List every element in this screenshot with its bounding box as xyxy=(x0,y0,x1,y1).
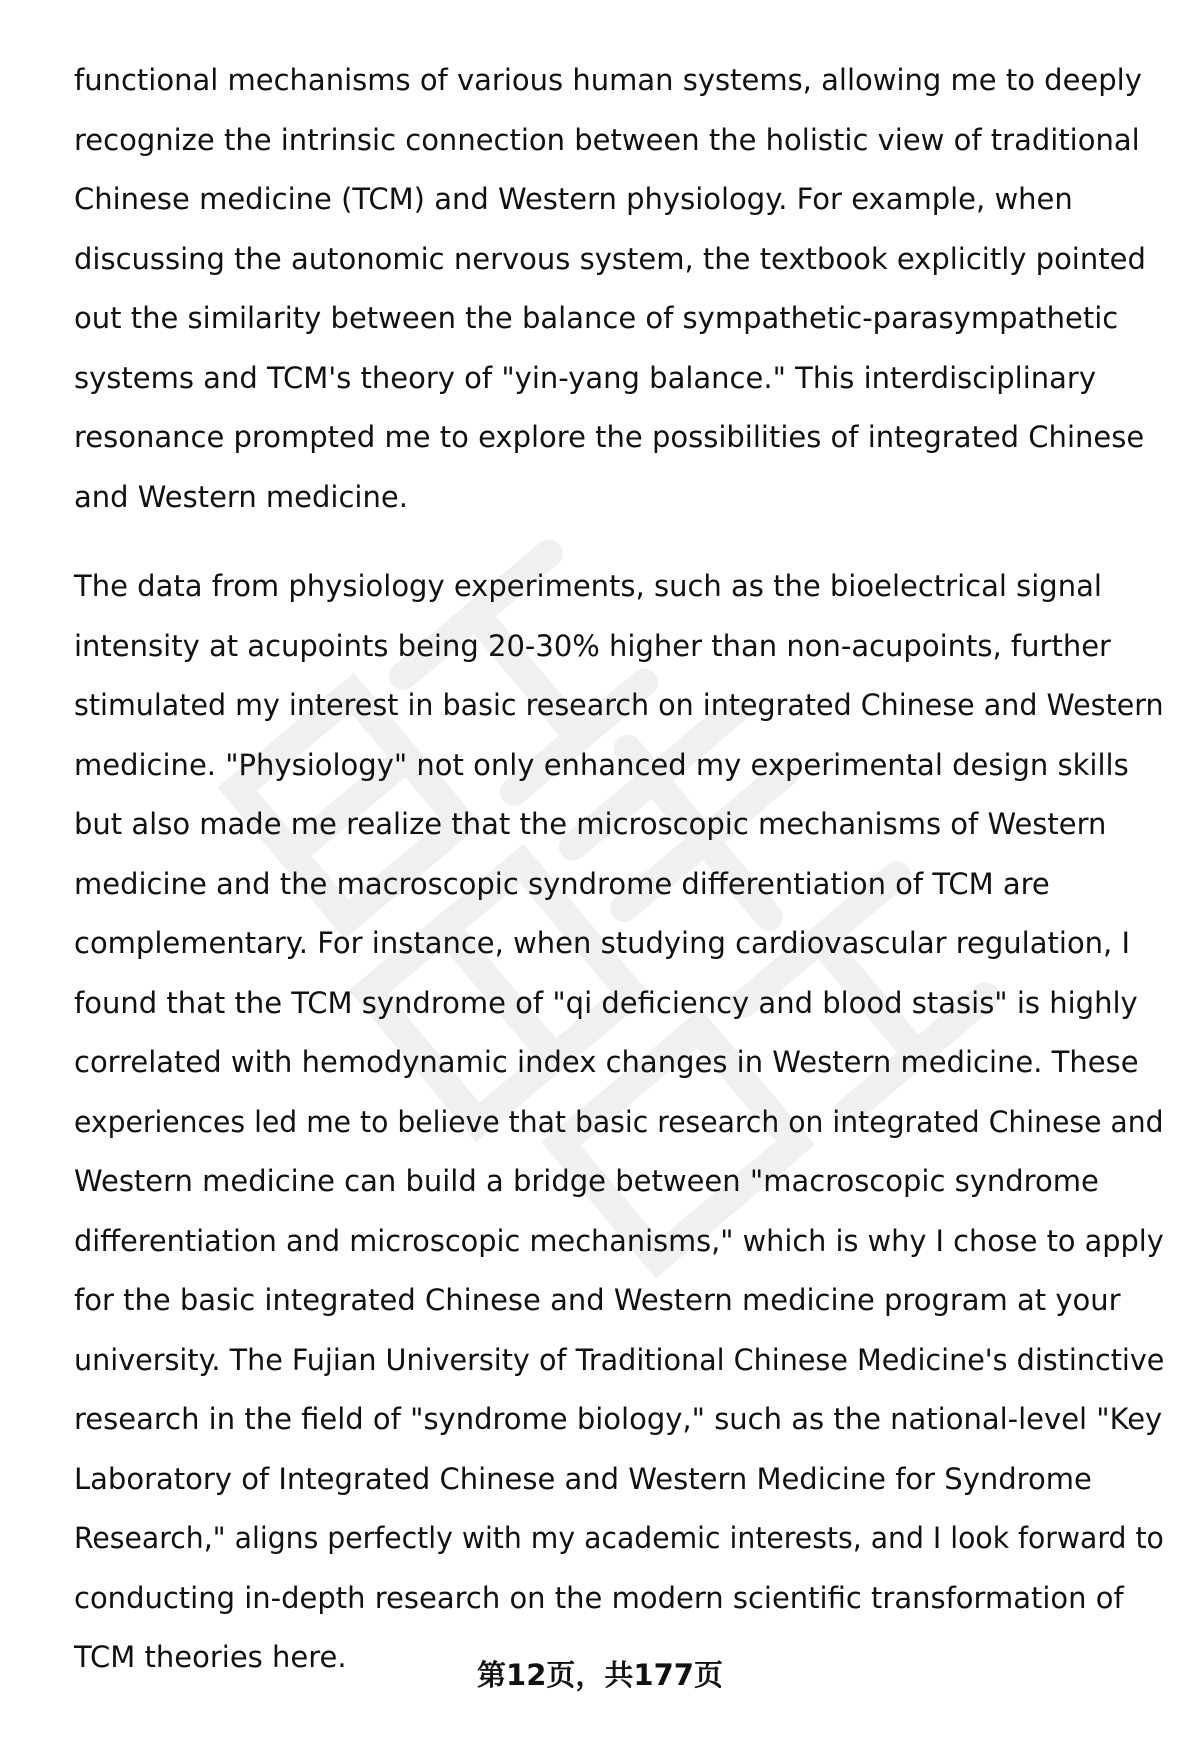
text-line: The data from physiology experiments, such as the bioelectrical signal xyxy=(74,569,1102,603)
text-line: stimulated my interest in basic research on integrated Chinese and Western xyxy=(74,688,1164,722)
paragraph xyxy=(74,51,1164,527)
text-line: differentiation and microscopic mechanisms," which is why I chose to apply xyxy=(74,1223,1164,1258)
text-line: Laboratory of Integrated Chinese and Western Medicine for Syndrome xyxy=(74,1461,1092,1496)
text-line: medicine and the macroscopic syndrome differentiation of TCM are xyxy=(74,866,1050,901)
text-line: university. The Fujian University of Traditional Chinese Medicine's distinctive xyxy=(74,1342,1165,1377)
text-line: Chinese medicine (TCM) and Western physiology. For example, when xyxy=(74,182,1073,216)
text-line: TCM theories here. xyxy=(74,1640,347,1674)
text-line: and Western medicine. xyxy=(74,479,408,514)
text-line: but also made me realize that the microscopic mechanisms of Western xyxy=(74,807,1107,841)
text-line: correlated with hemodynamic index changes in Western medicine. These xyxy=(74,1045,1139,1079)
page-number-footer: 第12页，共177页 xyxy=(477,1658,723,1692)
text-line: out the similarity between the balance of sympathetic-parasympathetic xyxy=(74,301,1119,335)
text-line: Research," aligns perfectly with my academic interests, and I look forward to xyxy=(74,1521,1164,1555)
document-body xyxy=(74,51,1164,1688)
text-line: conducting in-depth research on the modern scientific transformation of xyxy=(74,1580,1124,1615)
text-line: medicine. "Physiology" not only enhanced my experimental design skills xyxy=(74,747,1129,782)
text-line: Western medicine can build a bridge between "macroscopic syndrome xyxy=(74,1164,1099,1198)
text-line: research in the field of "syndrome biology," such as the national-level "Key xyxy=(74,1402,1163,1436)
paragraph xyxy=(74,557,1164,1688)
text-line: resonance prompted me to explore the possibilities of integrated Chinese xyxy=(74,420,1145,454)
text-line: discussing the autonomic nervous system, the textbook explicitly pointed xyxy=(74,241,1146,276)
text-line: complementary. For instance, when studying cardiovascular regulation, I xyxy=(74,926,1131,960)
text-line: systems and TCM's theory of "yin-yang balance." This interdisciplinary xyxy=(74,360,1096,395)
text-line: experiences led me to believe that basic research on integrated Chinese and xyxy=(74,1104,1164,1139)
text-line: intensity at acupoints being 20-30% higher than non-acupoints, further xyxy=(74,628,1111,663)
text-line: functional mechanisms of various human systems, allowing me to deeply xyxy=(74,63,1142,97)
text-line: for the basic integrated Chinese and Western medicine program at your xyxy=(74,1283,1121,1317)
text-line: found that the TCM syndrome of "qi deficiency and blood stasis" is highly xyxy=(74,985,1138,1020)
text-line: recognize the intrinsic connection between the holistic view of traditional xyxy=(74,122,1140,157)
